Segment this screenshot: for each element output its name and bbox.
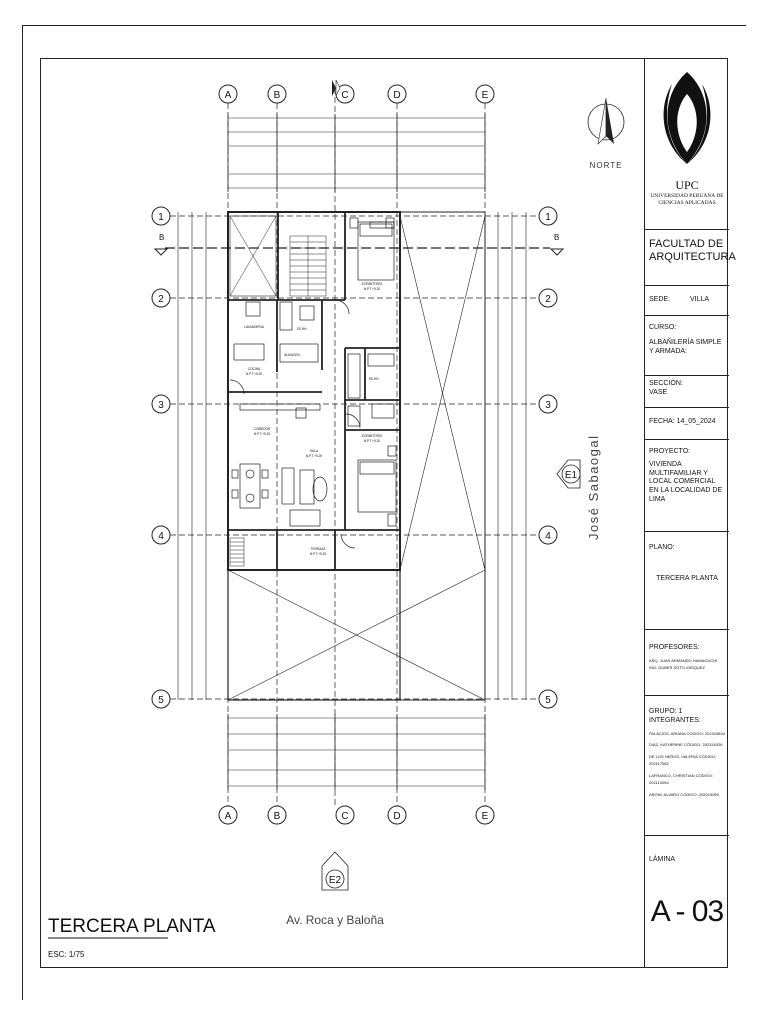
seccion-cell — [645, 376, 729, 408]
curso-value: ALBAÑILERÍA SIMPLE Y ARMADA: — [649, 338, 722, 355]
plan-title: TERCERA PLANTA — [48, 916, 216, 937]
axis-label-e-bottom: E — [481, 811, 489, 822]
north-label: NORTE — [589, 161, 623, 170]
north-arrow-icon — [588, 98, 624, 144]
fecha-cell — [645, 408, 729, 440]
grupo-label: GRUPO: 1 — [649, 708, 683, 715]
level-comedor: N.P.T.+5.20 — [253, 432, 271, 436]
plano-cell — [645, 532, 729, 630]
lamina-label: LÁMINA — [649, 856, 676, 863]
axis-label-4-right: 4 — [545, 531, 551, 542]
axis-label-5-right: 5 — [545, 695, 551, 706]
axis-label-b-top: B — [273, 90, 281, 101]
sede-label: SEDE: — [649, 296, 671, 303]
profesor-2: ING. DUBER SOTO VÁSQUEZ — [649, 665, 705, 671]
level-dormitorio-1: N.P.T.+5.20 — [363, 287, 381, 291]
upc-logo-icon — [652, 64, 722, 174]
axis-label-3-right: 3 — [545, 400, 551, 411]
axis-label-c-top: C — [341, 90, 349, 101]
grupo-cell — [645, 696, 729, 836]
level-dormitorio-2: N.P.T.+5.20 — [363, 439, 381, 443]
fecha-value: FECHA: 14_05_2024 — [649, 418, 716, 425]
axis-label-4-left: 4 — [158, 531, 164, 542]
university-short: UPC — [675, 178, 699, 192]
axis-label-3-left: 3 — [158, 400, 164, 411]
room-sala: SALA — [309, 449, 319, 453]
section-b-right: B — [554, 233, 560, 242]
proyecto-cell — [645, 440, 729, 532]
faculty-name: FACULTAD DE ARQUITECTURA — [649, 238, 736, 264]
axis-label-2-left: 2 — [158, 294, 164, 305]
level-terraza: N.P.T.+5.20 — [309, 552, 327, 556]
university-line1: UNIVERSIDAD PERUANA DE — [650, 193, 724, 199]
room-sshh-1: SS.HH. — [296, 327, 308, 331]
axis-label-2-right: 2 — [545, 294, 551, 305]
room-dormitorio-2: DORMITORIO — [361, 434, 383, 438]
integrante-4: LAFRANCO, CHRISTIAN CÓDIGO: 202110054 — [649, 772, 714, 786]
plan-scale: ESC: 1/75 — [48, 950, 85, 959]
axis-label-c-bottom: C — [341, 811, 349, 822]
sede-value: VILLA — [689, 296, 710, 303]
axis-label-1-left: 1 — [158, 212, 164, 223]
curso-cell — [645, 316, 729, 376]
axis-label-5-left: 5 — [158, 695, 164, 706]
street-east-label: José Sabaogal — [586, 434, 601, 540]
integrante-2: DIAZ, KATHERINE CÓDIGO: 202316326 — [649, 742, 723, 748]
room-lavanderia: LAVANDERIA — [244, 325, 264, 329]
plano-label: PLANO: — [649, 544, 675, 551]
room-sshh-2: SS.HH. — [368, 377, 380, 381]
seccion-value: VASE — [649, 388, 668, 396]
axis-label-1-right: 1 — [545, 212, 551, 223]
integrantes-label: INTEGRANTES: — [649, 716, 701, 724]
axis-label-b-bottom: B — [273, 811, 281, 822]
sede-cell — [645, 286, 729, 316]
room-comedor: COMEDOR — [253, 427, 271, 431]
seccion-label: SECCIÓN: — [649, 380, 683, 387]
level-sala: N.P.T.+5.20 — [305, 454, 323, 458]
room-dormitorio-1: DORMITORIO — [361, 282, 383, 286]
title-block — [644, 58, 736, 968]
integrante-1: PALACIOS, ARIANA CÓDIGO: 202315834 — [649, 730, 725, 736]
section-b-left: B — [159, 233, 165, 242]
proyecto-value: VIVIENDA MULTIFAMILIAR Y LOCAL COMERCIAL EN LA LOCALIDAD DE LIMA — [649, 460, 723, 503]
axis-label-a-bottom: A — [224, 811, 232, 822]
room-terraza: TERRAZA — [310, 547, 326, 551]
section-e1: E1 — [564, 470, 578, 481]
lamina-cell — [645, 836, 729, 968]
room-cocina: COCINA — [247, 367, 261, 371]
integrante-3: DE LOS HEROS, VALERIA CÓDIGO: 202117082 — [649, 753, 717, 767]
proyecto-label: PROYECTO: — [649, 448, 691, 455]
logo-cell — [645, 58, 729, 230]
profesores-cell — [645, 630, 729, 696]
axis-label-d-top: D — [393, 90, 401, 101]
street-south-label: Av. Roca y Baloña — [286, 913, 384, 927]
curso-label: CURSO: — [649, 324, 677, 331]
axis-label-a-top: A — [224, 90, 232, 101]
faculty-cell — [645, 230, 736, 286]
plano-value: TERCERA PLANTA — [656, 574, 718, 582]
university-line2: CIENCIAS APLICADAS — [658, 199, 716, 206]
integrante-5: ARONI, ALVARO CÓDIGO: 202019059 — [649, 792, 719, 798]
axis-label-e-top: E — [481, 90, 489, 101]
level-cocina: N.P.T.+5.20 — [245, 372, 263, 376]
profesores-label: PROFESORES: — [649, 644, 700, 651]
profesor-1: ARQ. JUAN ARMANDO HAMAGUCHI — [649, 657, 718, 663]
lamina-value: A - 03 — [650, 894, 724, 928]
axis-label-d-bottom: D — [393, 811, 401, 822]
room-almacen: ALMACEN — [284, 353, 300, 357]
section-e2: E2 — [328, 875, 342, 886]
